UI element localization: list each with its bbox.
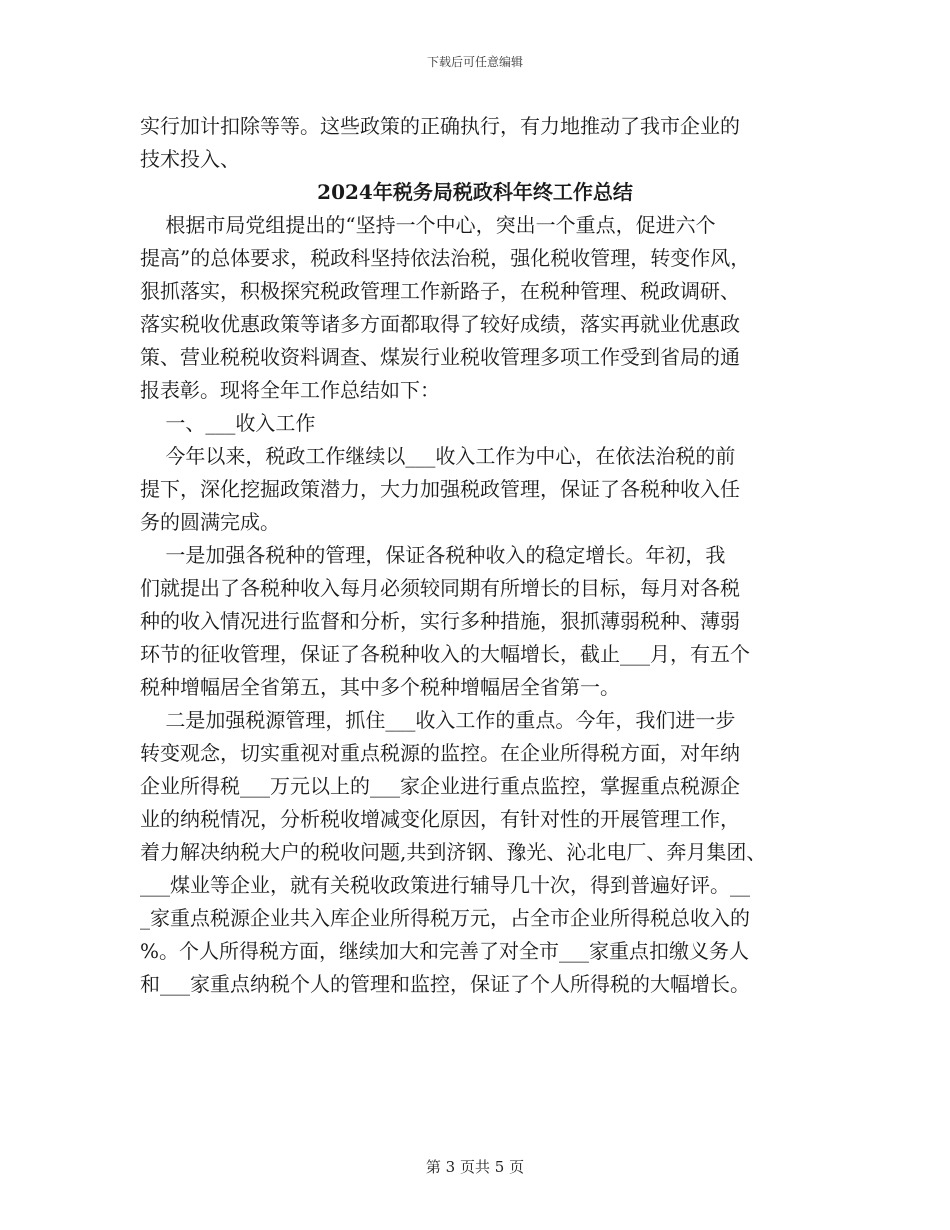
text-line: 提高”的总体要求，税政科坚持依法治税，强化税收管理，转变作风， xyxy=(140,246,751,270)
text-line: 落实税收优惠政策等诸多方面都取得了较好成绩，落实再就业优惠政 xyxy=(140,312,740,336)
text-line: 转变观念，切实重视对重点税源的监控。在企业所得税方面，对年纳 xyxy=(140,741,740,765)
text-line: _家重点税源企业共入库企业所得税万元，占全市企业所得税总收入的 xyxy=(140,906,750,930)
text-line: 企业所得税___万元以上的___家企业进行重点监控，掌握重点税源企 xyxy=(140,774,740,798)
document-body xyxy=(140,110,810,1001)
text-line: 业的纳税情况，分析税收增减变化原因，有针对性的开展管理工作， xyxy=(140,807,740,831)
text-line: 技术投入、 xyxy=(140,147,240,171)
text-line: 一是加强各税种的管理，保证各税种收入的稳定增长。年初，我 xyxy=(140,543,726,567)
text-line: 务的圆满完成。 xyxy=(140,510,280,534)
page-header: 下载后可任意编辑 xyxy=(426,55,523,69)
text-line: 税种增幅居全省第五，其中多个税种增幅居全省第一。 xyxy=(140,675,620,699)
text-line: 们就提出了各税种收入每月必须较同期有所增长的目标，每月对各税 xyxy=(140,576,740,600)
text-line: ___煤业等企业，就有关税收政策进行辅导几十次，得到普遍好评。__ xyxy=(140,873,750,897)
text-line: 环节的征收管理，保证了各税种收入的大幅增长，截止___月，有五个 xyxy=(140,642,750,666)
text-line: 实行加计扣除等等。这些政策的正确执行，有力地推动了我市企业的 xyxy=(140,114,740,138)
text-line: 报表彰。现将全年工作总结如下： xyxy=(140,378,440,402)
text-line: 着力解决纳税大户的税收问题,共到济钢、豫光、沁北电厂、奔月集团、 xyxy=(140,840,767,864)
text-line: %。个人所得税方面，继续加大和完善了对全市___家重点扣缴义务人 xyxy=(140,939,750,963)
text-line: 根据市局党组提出的“坚持一个中心，突出一个重点，促进六个 xyxy=(140,213,716,237)
text-line: 狠抓落实，积极探究税政管理工作新路子，在税种管理、税政调研、 xyxy=(140,279,740,303)
text-line: 策、营业税税收资料调查、煤炭行业税收管理多项工作受到省局的通 xyxy=(140,345,740,369)
section-heading: 一、___收入工作 xyxy=(140,411,316,435)
text-line: 二是加强税源管理，抓住___收入工作的重点。今年，我们进一步 xyxy=(140,708,736,732)
document-title: 2024年税务局税政科年终工作总结 xyxy=(317,180,633,204)
text-line: 和___家重点纳税个人的管理和监控，保证了个人所得税的大幅增长。 xyxy=(140,972,750,996)
text-line: 种的收入情况进行监督和分析，实行多种措施，狠抓薄弱税种、薄弱 xyxy=(140,609,740,633)
text-line: 今年以来，税政工作继续以___收入工作为中心，在依法治税的前 xyxy=(140,444,736,468)
page-footer: 第 3 页共 5 页 xyxy=(425,1158,525,1176)
text-line: 提下，深化挖掘政策潜力，大力加强税政管理，保证了各税种收入任 xyxy=(140,477,740,501)
